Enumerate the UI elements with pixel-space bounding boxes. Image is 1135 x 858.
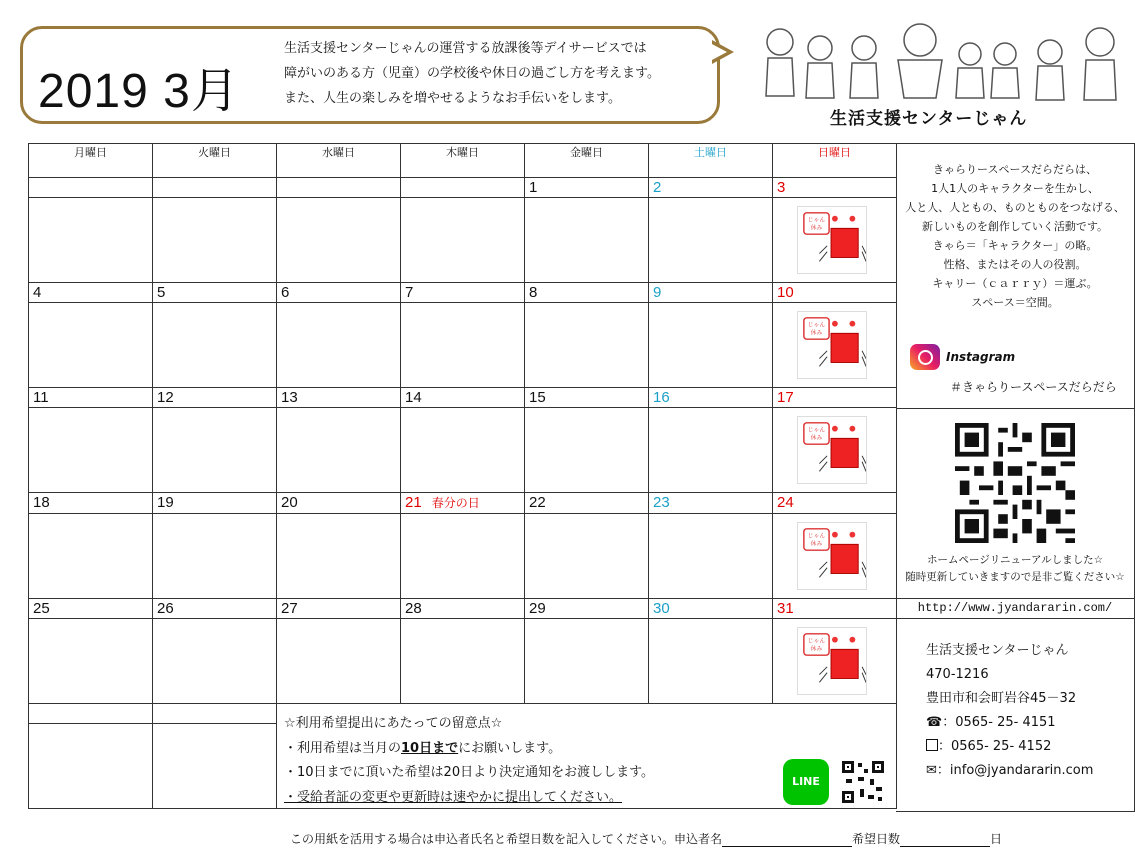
date-number-cell xyxy=(153,493,277,514)
day-cell xyxy=(29,198,153,283)
activity-line: キャリー（ｃａｒｒｙ）＝運ぶ。 xyxy=(932,277,1098,290)
date-number: 16 xyxy=(653,389,670,406)
day-cell xyxy=(29,514,153,599)
activity-line: スペース＝空間。 xyxy=(971,296,1059,309)
day-cell xyxy=(277,303,401,388)
date-number-cell xyxy=(29,388,153,408)
line-qr-code xyxy=(840,759,886,805)
day-cell xyxy=(773,514,897,599)
applicant-name-field[interactable] xyxy=(722,833,852,847)
date-number-cell xyxy=(277,599,401,619)
date-number-cell xyxy=(773,283,897,303)
bubble-tail xyxy=(712,40,734,64)
svg-text:休み: 休み xyxy=(810,646,823,653)
notes-deadline: 10日まで xyxy=(401,740,459,756)
date-number-cell xyxy=(525,599,649,619)
date-number: 28 xyxy=(405,600,422,617)
day-cell xyxy=(649,198,773,283)
contact-email[interactable]: ✉：info@jyandararin.com xyxy=(926,763,1094,778)
day-cell xyxy=(525,303,649,388)
day-cell xyxy=(773,303,897,388)
intro-line: 障がいのある方（児童）の学校後や休日の過ごし方を考えます。 xyxy=(284,66,660,81)
svg-text:じゃん: じゃん xyxy=(807,217,826,224)
rest-day-badge xyxy=(797,522,867,590)
date-number: 12 xyxy=(157,389,174,406)
rest-day-badge xyxy=(797,206,867,274)
date-number-cell xyxy=(773,388,897,408)
date-number: 8 xyxy=(529,284,538,301)
intro-text xyxy=(284,36,660,111)
weekday-header-sun: 日曜日 xyxy=(773,144,897,178)
date-number: 1 xyxy=(529,179,538,196)
weekday-header-thu: 木曜日 xyxy=(401,144,525,178)
date-number: 31 xyxy=(777,600,794,617)
homepage-renewal-note: ホームページリニューアルしました☆ xyxy=(926,554,1104,566)
homepage-update-note: 随時更新していきますので是非ご覧ください☆ xyxy=(905,571,1125,583)
date-number-cell xyxy=(773,493,897,514)
date-number-cell xyxy=(29,493,153,514)
date-number-cell xyxy=(773,178,897,198)
date-number: 21 xyxy=(405,494,422,511)
date-number-cell xyxy=(153,178,277,198)
homepage-url-link[interactable]: http://www.jyandararin.com/ xyxy=(896,599,1134,619)
date-number: 13 xyxy=(281,389,298,406)
staff-illustration xyxy=(760,18,1128,104)
day-cell xyxy=(153,198,277,283)
activity-line: 性格、またはその人の役割。 xyxy=(943,258,1087,271)
instagram-link[interactable] xyxy=(910,344,1015,370)
date-number: 3 xyxy=(777,179,786,196)
activity-intro xyxy=(896,144,1134,409)
date-number: 26 xyxy=(157,600,174,617)
day-cell xyxy=(153,619,277,704)
date-number-cell xyxy=(649,599,773,619)
day-cell xyxy=(649,514,773,599)
day-cell xyxy=(773,408,897,493)
date-number: 20 xyxy=(281,494,298,511)
page-title: 2019 3月 xyxy=(38,65,240,118)
svg-text:じゃん: じゃん xyxy=(807,533,826,540)
notes-blank-cell xyxy=(153,704,277,724)
day-cell xyxy=(649,303,773,388)
svg-text:じゃん: じゃん xyxy=(807,322,826,329)
contact-block xyxy=(896,619,1134,811)
contact-fax: ：0565‐ 25‐ 4152 xyxy=(938,739,1052,754)
desired-days-label: 希望日数 xyxy=(852,832,901,846)
rest-day-badge xyxy=(797,416,867,484)
date-number-cell xyxy=(153,599,277,619)
date-number-cell xyxy=(525,388,649,408)
day-cell xyxy=(525,619,649,704)
day-cell xyxy=(773,198,897,283)
activity-line: 新しいものを創作していく活動です。 xyxy=(921,220,1109,233)
date-number-cell xyxy=(153,388,277,408)
day-cell xyxy=(525,514,649,599)
rest-day-badge xyxy=(797,627,867,695)
day-cell xyxy=(649,619,773,704)
date-number: 15 xyxy=(529,389,546,406)
fax-icon xyxy=(926,739,938,751)
date-number-cell xyxy=(401,388,525,408)
notes-block xyxy=(284,712,654,810)
notes-title: ☆利用希望提出にあたっての留意点☆ xyxy=(284,716,503,731)
date-number-cell xyxy=(649,493,773,514)
date-number: 27 xyxy=(281,600,298,617)
date-number-cell xyxy=(401,178,525,198)
contact-fax-line xyxy=(926,735,1134,759)
date-number: 17 xyxy=(777,389,794,406)
day-cell xyxy=(29,303,153,388)
day-cell xyxy=(525,408,649,493)
contact-address: 豊田市和会町岩谷45－32 xyxy=(926,691,1077,706)
date-number: 5 xyxy=(157,284,166,301)
day-cell xyxy=(153,514,277,599)
date-number: 4 xyxy=(33,284,42,301)
weekday-header-wed: 水曜日 xyxy=(277,144,401,178)
date-number-cell xyxy=(525,493,649,514)
date-number: 19 xyxy=(157,494,174,511)
date-number: 22 xyxy=(529,494,546,511)
date-number-cell xyxy=(277,493,401,514)
contact-tel: ☎：0565‐ 25‐ 4151 xyxy=(926,715,1056,730)
notes-blank-cell xyxy=(29,724,153,809)
date-number: 7 xyxy=(405,284,414,301)
day-cell xyxy=(29,408,153,493)
date-number: 29 xyxy=(529,600,546,617)
date-number-cell xyxy=(153,283,277,303)
date-number: 9 xyxy=(653,284,662,301)
notes-text: にお願いします。 xyxy=(458,740,562,756)
notes-line-2: ・10日までに頂いた希望は20日より決定通知をお渡しします。 xyxy=(284,765,655,780)
weekday-header-sat: 土曜日 xyxy=(649,144,773,178)
day-cell xyxy=(401,619,525,704)
intro-line: また、人生の楽しみを増やせるようなお手伝いをします。 xyxy=(284,91,621,106)
side-panel xyxy=(896,143,1135,812)
date-number-cell xyxy=(401,283,525,303)
activity-line: きゃらりースペースだらだらは、 xyxy=(933,163,1097,176)
date-number: 24 xyxy=(777,494,794,511)
date-number: 25 xyxy=(33,600,50,617)
svg-text:休み: 休み xyxy=(810,225,823,232)
day-cell xyxy=(277,619,401,704)
date-number-cell xyxy=(525,283,649,303)
day-unit-label: 日 xyxy=(990,832,1003,846)
date-number-cell xyxy=(649,178,773,198)
date-number-cell xyxy=(401,599,525,619)
desired-days-field[interactable] xyxy=(900,833,990,847)
date-number: 11 xyxy=(33,389,49,406)
weekday-header-tue: 火曜日 xyxy=(153,144,277,178)
date-number-cell xyxy=(649,283,773,303)
contact-postal: 470-1216 xyxy=(926,667,989,682)
calendar-table xyxy=(28,143,897,809)
date-number-cell xyxy=(277,178,401,198)
day-cell xyxy=(153,408,277,493)
homepage-qr-block xyxy=(896,409,1134,599)
day-cell xyxy=(773,619,897,704)
homepage-qr-code[interactable] xyxy=(955,423,1075,543)
day-cell xyxy=(277,514,401,599)
notes-line-1 xyxy=(284,737,654,762)
date-number: 6 xyxy=(281,284,290,301)
notes-blank-cell xyxy=(153,724,277,809)
day-cell xyxy=(401,514,525,599)
svg-text:じゃん: じゃん xyxy=(807,427,826,434)
date-number: 2 xyxy=(653,179,662,196)
date-number-cell xyxy=(401,493,525,514)
date-number-cell xyxy=(29,599,153,619)
svg-text:休み: 休み xyxy=(810,330,823,337)
date-number-cell xyxy=(277,283,401,303)
notes-line-3: ・受給者証の変更や更新時は速やかに提出してください。 xyxy=(284,789,623,805)
activity-line: 人と人、人ともの、ものとものをつなげる、 xyxy=(905,201,1125,214)
day-cell xyxy=(277,198,401,283)
date-number: 10 xyxy=(777,284,794,301)
date-number-cell xyxy=(773,599,897,619)
intro-line: 生活支援センターじゃんの運営する放課後等デイサービスでは xyxy=(284,41,647,56)
application-footer xyxy=(290,830,1002,847)
instagram-icon xyxy=(910,344,940,370)
activity-line: 1人1人のキャラクターを生かし、 xyxy=(931,182,1099,195)
rest-day-badge xyxy=(797,311,867,379)
svg-text:休み: 休み xyxy=(810,541,823,548)
weekday-header-fri: 金曜日 xyxy=(525,144,649,178)
activity-line: きゃら＝「キャラクター」の略。 xyxy=(932,239,1098,252)
day-cell xyxy=(649,408,773,493)
date-number: 30 xyxy=(653,600,670,617)
date-number-cell xyxy=(29,283,153,303)
date-number-cell xyxy=(29,178,153,198)
date-number-cell xyxy=(525,178,649,198)
day-cell xyxy=(401,303,525,388)
date-number: 18 xyxy=(33,494,50,511)
instagram-label: Instagram xyxy=(946,349,1016,364)
weekday-header-mon: 月曜日 xyxy=(29,144,153,178)
date-number-cell xyxy=(277,388,401,408)
day-cell xyxy=(29,619,153,704)
svg-text:休み: 休み xyxy=(810,435,823,442)
notes-text: ・利用希望は当月の xyxy=(284,740,402,756)
date-number: 23 xyxy=(653,494,670,511)
day-cell xyxy=(153,303,277,388)
date-number-cell xyxy=(649,388,773,408)
instagram-hashtag: ＃きゃらりースペースだらだら xyxy=(950,380,1117,394)
day-cell xyxy=(525,198,649,283)
notes-blank-cell xyxy=(29,704,153,724)
brand-logo-text: 生活支援センターじゃん xyxy=(830,109,1028,129)
day-cell xyxy=(401,408,525,493)
date-number: 14 xyxy=(405,389,422,406)
line-app-icon: LINE xyxy=(783,759,829,805)
day-cell xyxy=(401,198,525,283)
svg-text:じゃん: じゃん xyxy=(807,638,826,645)
holiday-name: 春分の日 xyxy=(431,496,480,510)
day-cell xyxy=(277,408,401,493)
contact-name: 生活支援センターじゃん xyxy=(926,643,1069,658)
footer-instructions: この用紙を活用する場合は申込者氏名と希望日数を記入してください。申込者名 xyxy=(290,832,723,846)
